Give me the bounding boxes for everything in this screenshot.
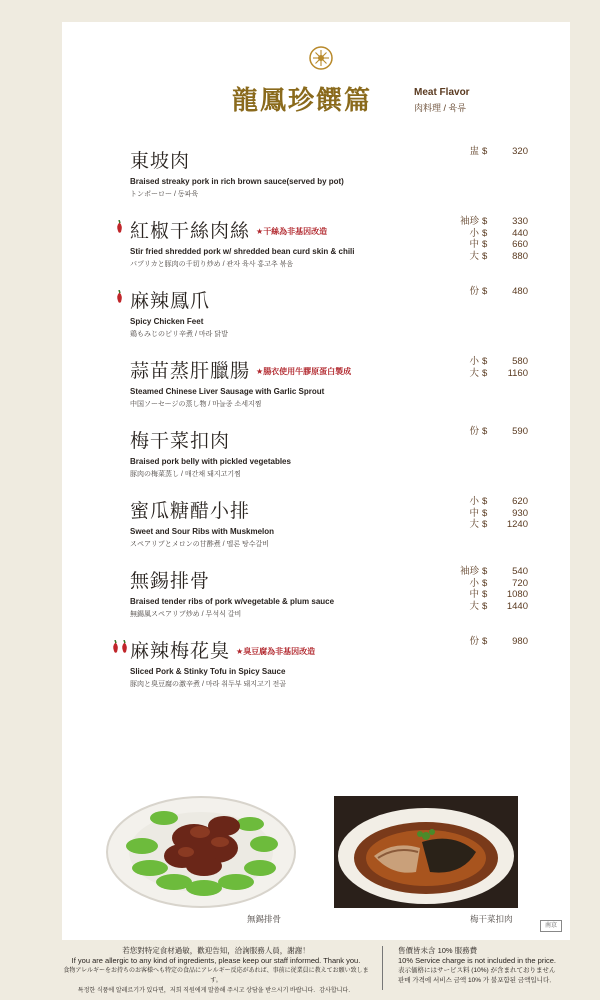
dish-name-text: 蒜苗蒸肝臘腸 [130, 360, 251, 382]
currency-symbol: $ [482, 636, 488, 647]
dish-name-text: 麻辣鳳爪 [130, 290, 211, 312]
price-row [428, 496, 528, 508]
currency-symbol: $ [482, 600, 488, 612]
allergy-notice [60, 946, 372, 996]
allergy-notice-line: 若您對特定食材過敏，歡迎告知，洽詢服務人員，謝謝！ [122, 946, 310, 955]
portion-size: 份 [469, 286, 479, 297]
dish-english-name: Braised streaky pork in rich brown sauce(served by pot) [130, 177, 344, 186]
price-row [428, 426, 528, 438]
dish-name [130, 496, 256, 523]
currency-symbol: $ [482, 216, 488, 227]
section-title: 龍鳳珍饌篇 [232, 86, 373, 116]
price-amount: 980 [512, 636, 528, 647]
portion-size: 中 [469, 239, 479, 250]
price-list [428, 566, 528, 612]
price-amount: 580 [512, 356, 528, 367]
dish-english-name: Sweet and Sour Ribs with Muskmelon [130, 527, 275, 536]
allergy-notice-line: 食物アレルギーをお持ちのお客様へも特定の食品にアレルギー反応があれば、事前に従業員に教えてお願い致します。 [63, 968, 369, 984]
price-row [428, 508, 528, 520]
dish-name [130, 216, 327, 243]
currency-symbol: $ [482, 507, 488, 519]
dish-japanese-korean-name: スペアリブとメロンの甘酢煮 / 멜론 탕수갈비 [130, 541, 270, 548]
service-charge-notice [398, 946, 588, 986]
portion-size: 小 [469, 577, 479, 589]
price-amount: 440 [512, 227, 528, 239]
dish-english-name: Sliced Pork & Stinky Tofu in Spicy Sauce [130, 667, 286, 676]
dish-name [130, 146, 196, 173]
dish-english-name: Braised pork belly with pickled vegetables [130, 457, 291, 466]
menu-item [110, 636, 550, 696]
dish-name [130, 356, 351, 383]
price-amount: 660 [512, 239, 528, 250]
currency-symbol: $ [482, 146, 488, 157]
dish-japanese-korean-name: 鶏もみじのピリ辛煮 / 마라 닭발 [130, 331, 228, 338]
dish-english-name: Braised tender ribs of pork w/vegetable & plum sauce [130, 597, 335, 606]
allergy-notice-line: If you are allergic to any kind of ingredients, please keep our staff informed. Thank you. [71, 956, 361, 965]
dish-name [130, 636, 315, 663]
dish-name [130, 286, 216, 313]
portion-size: 大 [469, 519, 479, 530]
price-amount: 1240 [506, 519, 528, 530]
portion-size: 大 [469, 367, 479, 379]
service-notice-line: 售價皆未含 10% 服務費 [398, 946, 478, 955]
portion-size: 份 [469, 426, 479, 437]
price-row [428, 228, 528, 240]
chili-pepper-icon [112, 640, 119, 654]
flower-emblem-icon [309, 46, 333, 70]
price-amount: 320 [512, 146, 528, 157]
menu-item [110, 496, 550, 556]
price-amount: 1080 [506, 589, 528, 600]
price-list [428, 496, 528, 531]
preserved-vegetable-pork-photo [334, 796, 518, 908]
dish-name-text: 東坡肉 [130, 150, 191, 172]
currency-symbol: $ [482, 426, 488, 437]
price-row [428, 368, 528, 380]
portion-size: 中 [469, 589, 479, 600]
section-title-subtitle: 肉料理 / 육류 [414, 103, 466, 113]
section-title-english: Meat Flavor [414, 87, 470, 98]
price-list [428, 426, 528, 438]
dish-japanese-korean-name: 豚肉と臭豆腐の激辛煮 / 마라 취두부 돼지고기 전골 [130, 681, 287, 688]
price-amount: 620 [512, 496, 528, 507]
dish-note: ★腸衣使用牛膠原蛋白製成 [256, 367, 352, 376]
price-row [428, 578, 528, 590]
dish-name [130, 426, 236, 453]
chili-pepper-icon [116, 290, 123, 304]
portion-size: 份 [469, 636, 479, 647]
price-list [428, 286, 528, 298]
currency-symbol: $ [482, 356, 488, 367]
portion-size: 盅 [469, 146, 479, 157]
price-row [428, 601, 528, 613]
currency-symbol: $ [482, 286, 488, 297]
dish-english-name: Steamed Chinese Liver Sausage with Garlic Sprout [130, 387, 325, 396]
menu-item [110, 426, 550, 486]
currency-symbol: $ [482, 367, 488, 379]
price-row [428, 216, 528, 228]
portion-size: 小 [469, 496, 479, 507]
chili-pepper-icon [121, 640, 128, 654]
currency-symbol: $ [482, 566, 488, 577]
currency-symbol: $ [482, 577, 488, 589]
dish-name-text: 無錫排骨 [130, 570, 211, 592]
price-row [428, 519, 528, 531]
dish-name [130, 566, 216, 593]
price-amount: 1160 [507, 367, 528, 379]
dish-note: ★干絲為非基因改造 [256, 227, 328, 236]
wuxi-ribs-photo [104, 788, 298, 910]
portion-size: 袖珍 [459, 216, 479, 227]
portion-size: 中 [469, 507, 479, 519]
left-photo-caption: 無錫排骨 [247, 914, 282, 924]
dish-japanese-korean-name: パプリカと豚肉の千切り炒め / 관자 육사 홍고추 볶음 [130, 261, 294, 268]
portion-size: 小 [469, 227, 479, 239]
dish-name-text: 紅椒干絲肉絲 [130, 220, 251, 242]
price-amount: 720 [512, 577, 528, 589]
price-amount: 590 [512, 426, 528, 437]
currency-symbol: $ [482, 250, 488, 262]
dish-japanese-korean-name: トンポーロー / 동파육 [130, 191, 199, 198]
menu-item [110, 146, 550, 206]
price-row [428, 239, 528, 251]
price-list [428, 216, 528, 262]
portion-size: 袖珍 [459, 566, 479, 577]
menu-item [110, 566, 550, 626]
menu-item [110, 356, 550, 416]
location-tag: 南京 [540, 920, 562, 932]
dish-english-name: Stir fried shredded pork w/ shredded bean curd skin & chili [130, 247, 355, 256]
price-amount: 480 [512, 286, 528, 297]
portion-size: 大 [469, 250, 479, 262]
price-row [428, 636, 528, 648]
currency-symbol: $ [482, 239, 488, 250]
price-amount: 880 [512, 250, 528, 262]
service-notice-line: 表示価格にはサービス料 (10%) が含まれておりません [398, 967, 556, 974]
allergy-notice-line: 특정한 식품에 알레르기가 있다면，저희 직원에게 말씀해 주시고 상담을 받으시기 바랍니다．감사합니다． [77, 988, 355, 994]
price-row [428, 566, 528, 578]
portion-size: 小 [469, 356, 479, 367]
dish-english-name: Spicy Chicken Feet [130, 317, 204, 326]
price-list [428, 146, 528, 158]
dish-name-text: 麻辣梅花臭 [130, 640, 231, 662]
currency-symbol: $ [482, 496, 488, 507]
right-photo-caption: 梅干菜扣肉 [470, 914, 513, 924]
dish-japanese-korean-name: 無錫風スペアリブ炒め / 무석식 갈비 [130, 611, 242, 618]
dish-japanese-korean-name: 中国ソーセージの蒸し物 / 마늘종 소세지찜 [130, 401, 262, 408]
portion-size: 大 [469, 600, 479, 612]
menu-item [110, 216, 550, 276]
price-amount: 540 [512, 566, 528, 577]
currency-symbol: $ [482, 519, 488, 530]
currency-symbol: $ [482, 227, 488, 239]
price-amount: 930 [512, 507, 528, 519]
price-list [428, 636, 528, 648]
price-amount: 1440 [506, 600, 528, 612]
service-notice-line: 10% Service charge is not included in the price. [398, 956, 557, 965]
price-row [428, 356, 528, 368]
price-amount: 330 [512, 216, 528, 227]
dish-japanese-korean-name: 豚肉の梅菜蒸し / 매간채 돼지고기찜 [130, 471, 241, 478]
dish-note: ★臭豆腐為非基因改造 [236, 647, 316, 656]
price-row [428, 286, 528, 298]
dish-name-text: 蜜瓜糖醋小排 [130, 500, 251, 522]
chili-pepper-icon [116, 220, 123, 234]
menu-item [110, 286, 550, 346]
price-row [428, 589, 528, 601]
service-notice-line: 판매 가격에 서비스 금액 10% 가 불포함된 금액입니다． [398, 977, 556, 984]
currency-symbol: $ [482, 589, 488, 600]
price-row [428, 146, 528, 158]
price-list [428, 356, 528, 379]
price-row [428, 251, 528, 263]
dish-name-text: 梅干菜扣肉 [130, 430, 231, 452]
footer-divider [382, 946, 383, 990]
